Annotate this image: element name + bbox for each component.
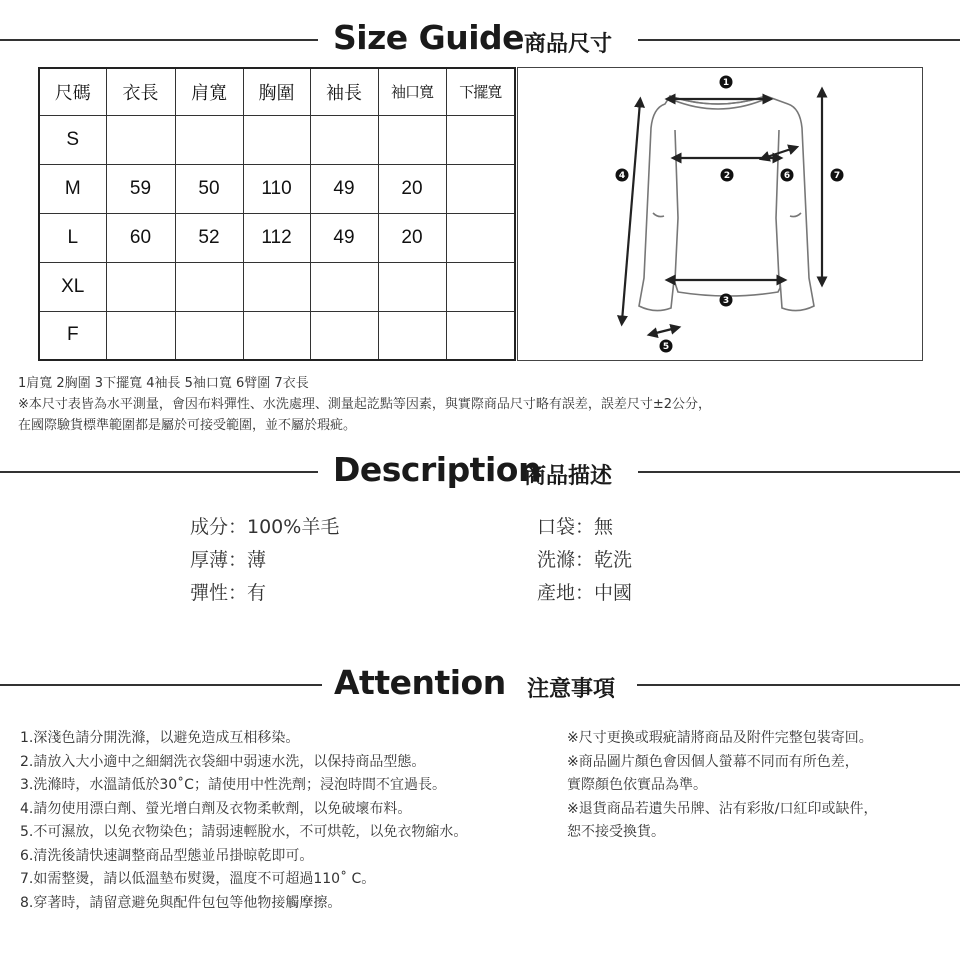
table-cell: 49 [310, 213, 378, 262]
sweater-outline [639, 96, 814, 311]
size-label: L [39, 213, 106, 262]
size-label: F [39, 311, 106, 360]
table-cell: 20 [378, 164, 446, 213]
marker-1: 1 [722, 78, 730, 88]
table-cell [175, 311, 243, 360]
table-cell [106, 115, 175, 164]
attention-header [0, 663, 960, 707]
table-cell [378, 311, 446, 360]
marker-2: 2 [723, 171, 731, 181]
disclaimer-line-1: ※本尺寸表皆為水平測量，會因布料彈性、水洗處理、測量起訖點等因素，與實際商品尺寸略有誤差，誤差尺寸±2公分， [18, 397, 712, 412]
disclaimer-line-2: 在國際驗貨標準範圍都是屬於可接受範圍，並不屬於瑕疵。 [18, 418, 357, 433]
table-row [39, 213, 515, 262]
table-cell: 112 [243, 213, 310, 262]
header-length: 衣長 [106, 68, 175, 115]
list-item: ※尺寸更換或瑕疵請將商品及附件完整包裝寄回。 [567, 730, 873, 746]
size-guide-title-zh: 商品尺寸 [524, 32, 613, 57]
list-item: ※退貨商品若遺失吊牌、沾有彩妝/口紅印或缺件， [567, 800, 878, 817]
size-guide-title: Size Guide [333, 18, 525, 57]
table-cell [243, 311, 310, 360]
table-cell: 60 [106, 213, 175, 262]
header-rule-right [637, 684, 960, 686]
list-item: 6.清洗後請快速調整商品型態並吊掛晾乾即可。 [20, 847, 314, 864]
table-cell: 110 [243, 164, 310, 213]
garment-diagram [517, 67, 923, 361]
description-title: Description [333, 450, 541, 489]
list-item: 7.如需整燙，請以低溫墊布熨燙，溫度不可超過110˚ C。 [20, 871, 376, 887]
table-cell [310, 115, 378, 164]
size-table-header-row [39, 68, 515, 115]
attention-title: Attention [334, 663, 506, 702]
table-cell [243, 115, 310, 164]
list-item: 4.請勿使用漂白劑、螢光增白劑及衣物柔軟劑，以免破壞布料。 [20, 800, 412, 817]
description-title-zh: 商品描述 [524, 464, 613, 489]
care-instructions [20, 727, 467, 915]
size-table [38, 67, 516, 361]
marker-5: 5 [662, 342, 670, 352]
table-cell: 52 [175, 213, 243, 262]
table-cell: 59 [106, 164, 175, 213]
washing-spec: 洗滌：乾洗 [537, 549, 633, 571]
header-sleeve: 袖長 [310, 68, 378, 115]
table-row [39, 115, 515, 164]
return-policy [567, 727, 877, 845]
size-guide-header [0, 18, 960, 62]
pocket-spec: 口袋：無 [537, 516, 614, 538]
table-cell [378, 115, 446, 164]
list-item: 1.深淺色請分開洗滌，以避免造成互相移染。 [20, 730, 300, 746]
table-cell [446, 164, 515, 213]
table-cell [446, 262, 515, 311]
table-cell: 20 [378, 213, 446, 262]
list-item: 3.洗滌時，水溫請低於30˚C；請使用中性洗劑；浸泡時間不宜過長。 [20, 777, 446, 793]
table-cell [243, 262, 310, 311]
list-item: 實際顏色依實品為準。 [567, 777, 707, 793]
size-label: XL [39, 262, 106, 311]
list-item: 2.請放入大小適中之細網洗衣袋細中弱速水洗，以保持商品型態。 [20, 753, 426, 770]
table-row [39, 164, 515, 213]
table-cell [446, 213, 515, 262]
size-label: M [39, 164, 106, 213]
size-label: S [39, 115, 106, 164]
marker-7: 7 [833, 171, 841, 181]
size-notes [18, 373, 711, 436]
table-row [39, 311, 515, 360]
list-item: 8.穿著時，請留意避免與配件包包等他物接觸摩擦。 [20, 894, 342, 911]
measurement-markers [616, 76, 844, 353]
table-cell [446, 311, 515, 360]
table-cell [106, 311, 175, 360]
header-rule-left [0, 684, 322, 686]
header-chest: 胸圍 [243, 68, 310, 115]
header-hem: 下擺寬 [446, 68, 515, 115]
marker-4: 4 [618, 171, 626, 181]
header-size: 尺碼 [39, 68, 106, 115]
table-row [39, 262, 515, 311]
table-cell: 50 [175, 164, 243, 213]
table-cell [310, 262, 378, 311]
list-item: ※商品圖片顏色會因個人螢幕不同而有所色差， [567, 753, 859, 770]
header-shoulder: 肩寬 [175, 68, 243, 115]
thickness-spec: 厚薄：薄 [190, 549, 267, 571]
table-cell [175, 115, 243, 164]
table-cell [310, 311, 378, 360]
elasticity-spec: 彈性：有 [190, 582, 267, 604]
attention-title-zh: 注意事項 [527, 677, 616, 702]
table-cell [106, 262, 175, 311]
sweater-outline-svg [518, 68, 924, 362]
header-rule-left [0, 39, 318, 41]
header-rule-left [0, 471, 318, 473]
table-cell [175, 262, 243, 311]
header-cuff: 袖口寬 [378, 68, 446, 115]
table-cell [446, 115, 515, 164]
table-cell: 49 [310, 164, 378, 213]
origin-spec: 產地：中國 [537, 582, 633, 604]
material-spec: 成分：100%羊毛 [190, 516, 340, 538]
marker-6: 6 [783, 171, 791, 181]
table-cell [378, 262, 446, 311]
measurement-legend: 1肩寬 2胸圍 3下擺寬 4袖長 5袖口寬 6臂圍 7衣長 [18, 376, 309, 391]
list-item: 5.不可濕放，以免衣物染色；請弱速輕脫水，不可烘乾，以免衣物縮水。 [20, 824, 468, 840]
header-rule-right [638, 471, 960, 473]
header-rule-right [638, 39, 960, 41]
marker-3: 3 [722, 296, 730, 306]
description-header [0, 450, 960, 494]
list-item: 恕不接受換貨。 [567, 824, 665, 840]
